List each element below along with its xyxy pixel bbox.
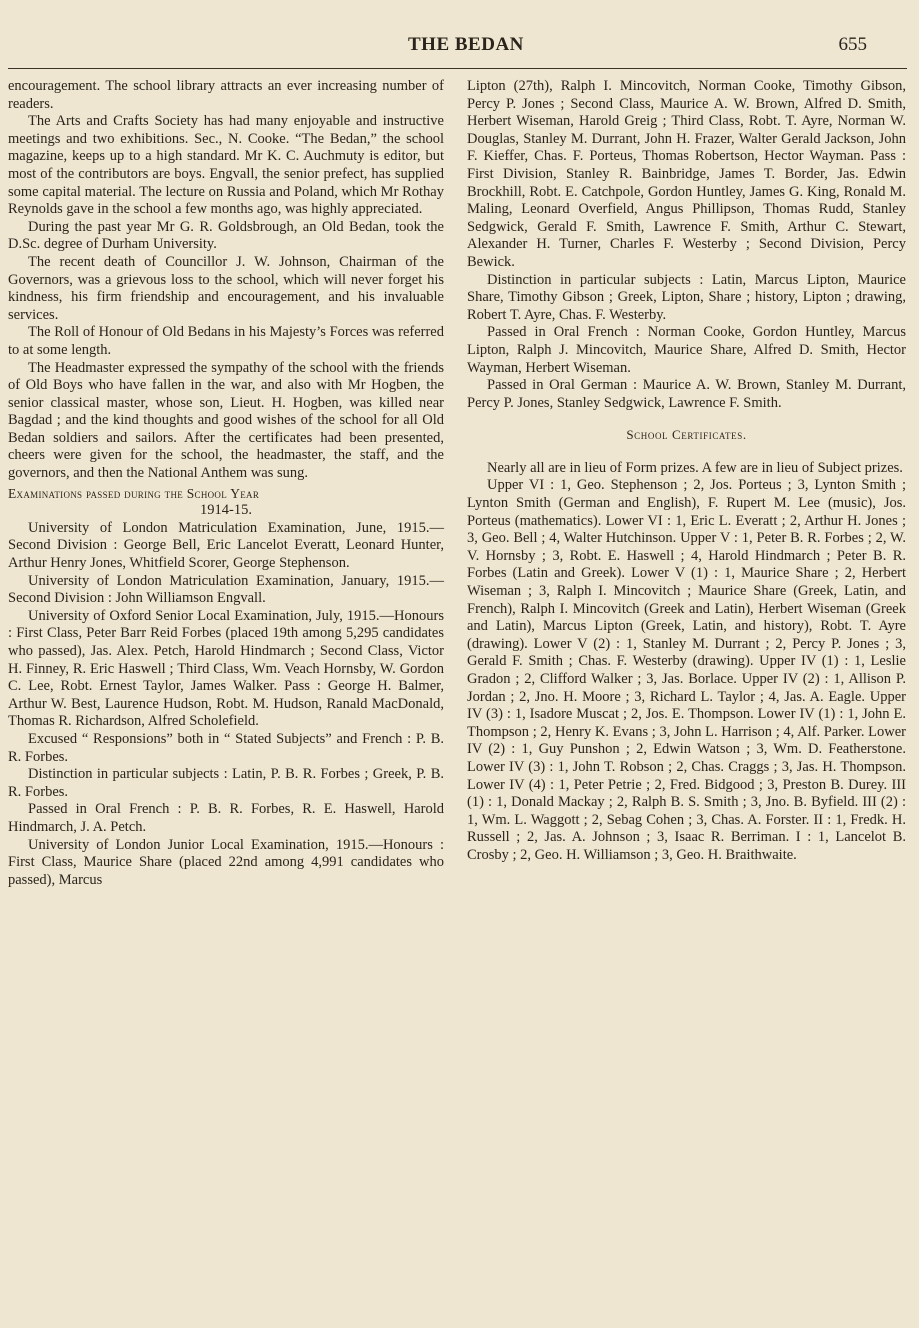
paragraph: The Headmaster expressed the sympathy of the school with the friends of Old Boys who have fallen in the war, and also with Mr Hogben, the senior classical master, whose son, Lieut. H. Hogben, was killed near Bagdad ; and the kind thoughts and good wishes of the school for all Old Bedan soldiers and sailors. After the certificates had been presented, cheers were given for the school, the headmaster, the staff, and the governors, and then the National Anthem was sung. (8, 359, 444, 482)
paragraph: Passed in Oral French : Norman Cooke, Gordon Huntley, Marcus Lipton, Ralph J. Mincovitch, Maurice Share, Alfred D. Smith, Hector Wayman, Herbert Wiseman. (467, 324, 906, 376)
paragraph: Upper VI : 1, Geo. Stephenson ; 2, Jos. Porteus ; 3, Lynton Smith ; Lynton Smith (German and English), F. Rupert M. Lee (music), Jos. Porteus (mathematics). Lower VI : 1, Eric L. Everatt ; 2, Arthur H. Jones ; 3, Geo. Bell ; 4, Walter Hutchinson. Upper V : 1, Peter B. R. Forbes ; 2, W. V. Hornsby ; 3, Robt. E. Haswell ; 4, Harold Hindmarch ; Peter B. R. Forbes (Latin and Greek). Lower V (1) : 1, Maurice Share ; 2, Herbert Wiseman ; 3, Ralph I. Mincovitch ; Maurice Share (Greek, Latin, and French), Ralph I. Mincovitch (Greek and Latin), Herbert Wiseman (Greek and Latin), Marcus Lipton (Greek, Latin, and history), Robt. T. Ayre (drawing). Lower V (2) : 1, Stanley M. Durrant ; 2, Percy P. Jones ; 3, Gerald F. Smith ; Chas. F. Westerby (drawing). Upper IV (1) : 1, Leslie Gradon ; 2, Clifford Walker ; 3, Jas. Borlace. Upper IV (2) : 1, Allison P. Jordan ; 2, Jno. H. Moore ; 3, Richard L. Taylor ; 4, Jas. A. Eagle. Upper IV (3) : 1, Isadore Muscat ; 2, Jos. E. Thompson. Lower IV (1) : 1, John E. Thompson ; 2, Henry K. Evans ; 3, John L. Harrison ; 4, Alf. Parker. Lower IV (2) : 1, Guy Punshon ; 2, Edwin Watson ; 3, Wm. D. Featherstone. Lower IV (3) : 1, John T. Robson ; 2, Chas. Craggs ; 3, Jas. H. Thompson. Lower IV (4) : 1, Peter Petrie ; 2, Fred. Bidgood ; 3, Preston B. Durey. III (1) : 1, Donald Mackay ; 2, Ralph B. S. Smith ; 3, Jno. B. Byfield. III (2) : 1, Wm. L. Waggott ; 2, Sebag Cohen ; 3, Chas. A. Forster. II : 1, Fredk. H. Russell ; 2, Jas. A. Johnson ; 3, Isaac R. Berriman. I : 1, Lancelot B. Crosby ; 2, Geo. H. Williamson ; 3, Geo. H. Braithwaite. (467, 477, 906, 863)
paragraph: University of London Matriculation Examination, June, 1915.—Second Division : George Bell, Eric Lancelot Everatt, Leonard Hunter, Arthur Henry Jones, Whitfield Scorer, George Stephenson. (8, 519, 444, 572)
paragraph: Passed in Oral French : P. B. R. Forbes, R. E. Haswell, Harold Hindmarch, J. A. Petch. (8, 801, 444, 835)
school-certificates-heading: School Certificates. (626, 427, 747, 443)
paragraph: University of London Junior Local Examination, 1915.—Honours : First Class, Maurice Share (placed 22nd among 4,991 candidates who passed), Marcus (8, 836, 444, 888)
paragraph: The recent death of Councillor J. W. Johnson, Chairman of the Governors, was a grievous loss to the school, which will never forget his kindness, his firm friendship and encouragement, and his invaluable services. (8, 253, 444, 323)
paragraph: The Arts and Crafts Society has had many enjoyable and instructive meetings and two exhibitions. Sec., N. Cooke. “The Bedan,” the school magazine, keeps up to a high standard. Mr K. C. Auchmuty is editor, but most of the contributors are boys. Engvall, the senior prefect, has supplied some capital material. The lecture on Russia and Poland, which Mr Rothay Reynolds gave in the school a few months ago, was highly appreciated. (8, 113, 444, 218)
header-rule (8, 68, 907, 69)
running-title: THE BEDAN (408, 34, 524, 55)
left-column (8, 78, 444, 889)
section-heading: Examinations passed during the School Year (8, 485, 260, 501)
paragraph: University of Oxford Senior Local Examination, July, 1915.—Honours : First Class, Peter Barr Reid Forbes (placed 19th among 5,295 candidates who passed), Jas. Alex. Petch, Harold Hindmarch ; Second Class, Victor H. Finney, R. Eric Haswell ; Third Class, Wm. Veach Hornsby, W. Gordon C. Lee, Robt. Ernest Taylor, James Walker. Pass : George H. Balmer, Arthur W. Best, Laurence Hudson, Robt. M. Hudson, Ranald MacDonald, Thomas R. Richardson, Alfred Scholefield. (8, 607, 444, 730)
running-head (0, 34, 919, 60)
paragraph: Nearly all are in lieu of Form prizes. A few are in lieu of Subject prizes. (487, 459, 903, 476)
page-number: 655 (838, 34, 867, 55)
examinations-heading (8, 485, 444, 520)
paragraph: The Roll of Honour of Old Bedans in his Majesty’s Forces was referred to at some length. (8, 324, 444, 358)
paragraph: Distinction in particular subjects : Latin, Marcus Lipton, Maurice Share, Timothy Gibson ; Greek, Lipton, Share ; history, Lipton ; drawing, Robert T. Ayre, Chas. F. Westerby. (467, 271, 906, 323)
paragraph: Excused “ Responsions” both in “ Stated Subjects” and French : P. B. R. Forbes. (8, 730, 444, 765)
paragraph: University of London Matriculation Examination, January, 1915.— Second Division : John Williamson Engvall. (8, 572, 444, 607)
paragraph: encouragement. The school library attracts an ever increasing number of readers. (8, 78, 444, 112)
paragraph: Distinction in particular subjects : Latin, P. B. R. Forbes ; Greek, P. B. R. Forbes. (8, 766, 444, 800)
right-column (467, 78, 906, 865)
paragraph: During the past year Mr G. R. Goldsbrough, an Old Bedan, took the D.Sc. degree of Durham University. (8, 218, 444, 253)
section-heading-year: 1914-15. (200, 502, 252, 519)
paragraph: Passed in Oral German : Maurice A. W. Brown, Stanley M. Durrant, Percy P. Jones, Stanley Sedgwick, Lawrence F. Smith. (467, 377, 906, 411)
paragraph: Lipton (27th), Ralph I. Mincovitch, Norman Cooke, Timothy Gibson, Percy P. Jones ; Second Class, Maurice A. W. Brown, Alfred D. Smith, Herbert Wiseman, Harold Greig ; Third Class, Robt. T. Ayre, Norman W. Douglas, Stanley M. Durrant, John H. Frazer, Walter Gerald Jackson, John F. Kieffer, Chas. F. Porteus, Thomas Robertson, Hector Wayman. Pass : First Division, Stanley R. Bainbridge, James T. Border, Jas. Edwin Brockhill, Robt. E. Catchpole, Gordon Huntley, James G. King, Ronald M. Maling, Leonard Overfield, Angus Phillipson, Thomas Rudd, Stanley Sedgwick, Gerald F. Smith, Lawrence F. Smith, Arthur C. Stewart, Alexander H. Turner, Charles F. Westerby ; Second Division, Percy Bewick. (467, 78, 906, 270)
